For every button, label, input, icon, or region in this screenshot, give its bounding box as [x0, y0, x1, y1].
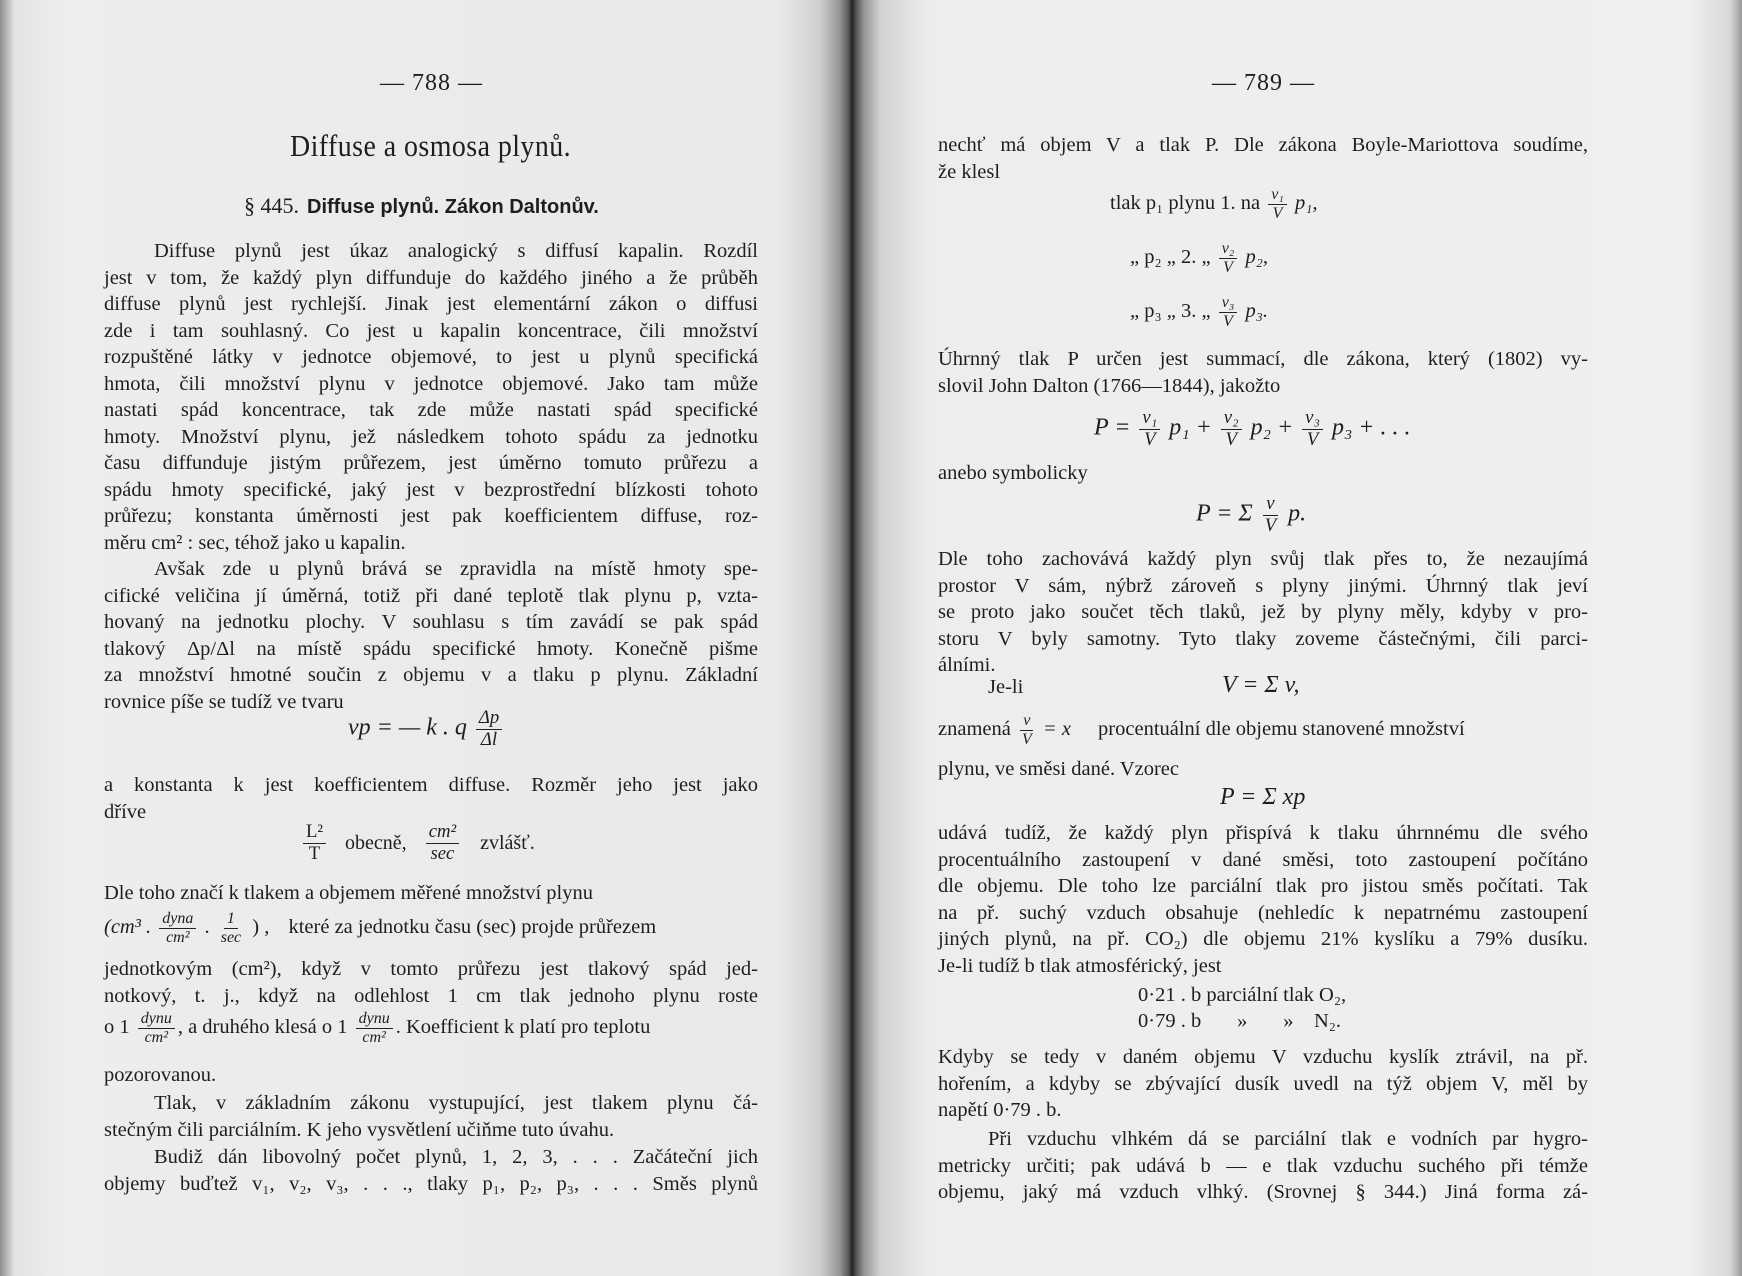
text-line: rozpuštěné látky v jednotce objemové, to jest u plynů specifická — [104, 346, 758, 368]
text-line: měru cm² : sec, téhož jako u kapalin. — [104, 531, 406, 554]
paragraph-r3 — [938, 546, 1588, 679]
paragraph-r5 — [938, 820, 1588, 979]
page-number-left: — 788 — — [380, 70, 483, 96]
text-line: hmoty. Množství plynu, jež následkem tohoto spádu za jednotku — [104, 425, 758, 448]
text-line: hmota, čili množství plynu v jednotce objemové. Jako tam může — [104, 372, 758, 395]
text-line: diffuse plynů jest rychlejší. Jinak jest elementární zákon o diffusi — [104, 293, 758, 315]
pressure-row-2: „ p₂ „ 2. „ $\frac{\text{v₂}}{V}$ p₂, — [1130, 240, 1268, 276]
formula-line-x: znamená $\frac{v}{V}$ = x procentuální dle objemu stanovené množství — [938, 712, 1465, 748]
text-line: jiných plynů, na př. CO₂) dle objemu 21% kyslíku a 79% dusíku. — [938, 928, 1588, 950]
text-line: metricky určiti; pak udává b — e tlak vzduchu suchého při témže — [938, 1154, 1588, 1177]
text-line: spádu hmoty specifické, jaký jest v bezprostřední blízkosti tohoto — [104, 478, 758, 501]
text-line: prostor V sám, nýbrž zároveň s plyny jinými. Úhrnný tlak jeví — [938, 574, 1588, 597]
section-number: § 445. — [244, 193, 299, 218]
paragraph-4-cont — [104, 956, 758, 1009]
paragraph-r6 — [938, 1044, 1588, 1124]
paragraph-4 — [104, 880, 758, 907]
text-line: Avšak zde u plynů brává se zpravidla na místě hmoty spe- — [154, 558, 758, 580]
equation-partial: P = Σ xp — [1220, 784, 1306, 810]
equation-dimensions: $\frac{\text{L²}}{T}$ obecně, $\frac{\text{cm²}}{\sec}$ zvlášť. — [300, 822, 535, 864]
equation-volume: V = Σ v, — [1222, 672, 1300, 698]
text-line: průřezu; konstanta úměrnosti jest pak koefficientem diffuse, roz- — [104, 505, 758, 527]
text-line: Při vzduchu vlhkém dá se parciální tlak e vodních par hygro- — [988, 1128, 1588, 1150]
anebo-text: anebo symbolicky — [938, 462, 1088, 484]
text-line: pozorovanou. — [104, 1064, 217, 1086]
formula-line-dynu: o 1 $\frac{\text{dynu}}{\text{cm²}}$ , a druhého klesá o 1 $\frac{\text{dynu}}{\text{cm²}}$ . Koefficient k platí pro teplotu — [104, 1010, 651, 1046]
text-line: dříve — [104, 800, 147, 823]
book-gutter — [840, 0, 864, 1276]
text-line: Úhrnný tlak P určen jest summací, dle zákona, který (1802) vy- — [938, 348, 1588, 370]
text-line: jest v tom, že každý plyn diffunduje do každého jiného a že průběh — [104, 266, 758, 289]
paragraph-1 — [104, 238, 758, 556]
text-line: jednotkovým (cm²), když v tomto průřezu jest tlakový spád jed- — [104, 958, 758, 980]
paragraph-r1 — [938, 132, 1588, 185]
text-line: storu V byly samotny. Tyto tlaky zoveme částečnými, čili parci- — [938, 627, 1588, 650]
left-page — [0, 0, 850, 1276]
paragraph-4-end — [104, 1062, 758, 1089]
text-line: za množství hmotné součin z objemu v a tlaku p plynu. Základní — [104, 664, 758, 686]
paragraph-3 — [104, 772, 758, 825]
paragraph-r7 — [938, 1126, 1588, 1206]
text-line: cifické veličina jí úměrná, totiž při dané teplotě tlak plynu p, vzta- — [104, 584, 758, 607]
paragraph-r2 — [938, 346, 1588, 399]
text-line: a konstanta k jest koefficientem diffuse. Rozměr jeho jest jako — [104, 774, 758, 796]
paragraph-2 — [104, 556, 758, 715]
text-line: objemy buďtež v₁, v₂, v₃, . . ., tlaky p₁, p₂, p₃, . . . Směs plynů — [104, 1172, 758, 1195]
text-line: že klesl — [938, 160, 1001, 183]
text-line: Kdyby se tedy v daném objemu V vzduchu kyslík ztrávil, na př. — [938, 1046, 1588, 1068]
section-title: Diffuse plynů. Zákon Daltonův. — [307, 196, 599, 218]
text-line: nechť má objem V a tlak P. Dle zákona Boyle-Mariottova soudíme, — [938, 134, 1588, 156]
text-line: na př. suchý vzduch obsahuje (nehledíc k nepatrnému zastoupení — [938, 901, 1588, 924]
paragraph-6 — [104, 1144, 758, 1197]
text-line: zde i tam souhlasný. Co jest u kapalin koncentrace, čili množství — [104, 319, 758, 342]
section-heading — [244, 193, 599, 219]
text-line: napětí 0·79 . b. — [938, 1099, 1062, 1121]
text-line: dle objemu. Dle toho lze parciální tlak pro jistou směs počítati. Tak — [938, 875, 1588, 897]
text-line: notkový, t. j., když na odlehlost 1 cm tlak jednoho plynu roste — [104, 984, 758, 1007]
equation-diffusion: vp = — k . q $\frac{\Delta p}{\Delta l}$ — [348, 708, 505, 750]
partial-pressure-n2: 0·79 . b » » N₂. — [1138, 1010, 1342, 1032]
text-line: hovaný na jednotku plochy. V souhlasu s tím zavádí se pak spád — [104, 611, 758, 633]
text-line: Dle toho značí k tlakem a objemem měřené množství plynu — [104, 882, 594, 904]
text-line: rovnice píše se tudíž ve tvaru — [104, 690, 344, 713]
text-line: Budiž dán libovolný počet plynů, 1, 2, 3, . . . Začáteční jich — [154, 1146, 758, 1168]
pressure-row-3: „ p₃ „ 3. „ $\frac{\text{v₃}}{V}$ p₃. — [1130, 294, 1268, 330]
text-line: plynu, ve směsi dané. Vzorec — [938, 758, 1179, 780]
text-line: stečným čili parciálním. K jeho vysvětlení učiňme tuto úvahu. — [104, 1118, 615, 1141]
text-line: Diffuse plynů jest úkaz analogický s diffusí kapalin. Rozdíl — [154, 240, 758, 262]
paragraph-5 — [104, 1090, 758, 1143]
text-line: Je-li tudíž b tlak atmosférický, jest — [938, 954, 1222, 977]
chapter-title: Diffuse a osmosa plynů. — [290, 128, 572, 163]
text-line: objemu, jaký má vzduch vlhký. (Srovnej § 344.) Jiná forma zá- — [938, 1181, 1588, 1203]
text-line: Tlak, v základním zákonu vystupující, jest tlakem plynu čá- — [154, 1092, 758, 1114]
paragraph-r4 — [938, 756, 1588, 783]
text-line: slovil John Dalton (1766—1844), jakožto — [938, 374, 1281, 397]
equation-dalton-sum: P = $\frac{\text{v₁}}{V}$ p₁ + $\frac{\text{v₂}}{V}$ p₂ + $\frac{\text{v₃}}{V}$ p₃ + . . . — [1094, 407, 1411, 450]
formula-line-units: (cm³ . $\frac{\text{dyna}}{\text{cm²}}$ . $\frac{1}{\sec}$ ) , které za jednotku času (sec) projde průřezem — [104, 910, 657, 946]
equation-symbolic: P = Σ $\frac{v}{V}$ p. — [1196, 493, 1307, 536]
text-line: se proto jako součet těch tlaků, jež by plyny měly, kdyby v pro- — [938, 601, 1588, 623]
text-line: hořením, a kdyby se zbývající dusík uvedl na týž objem V, měl by — [938, 1072, 1588, 1095]
text-line: tlakový Δp/Δl na místě spádu specifické hmoty. Konečně pišme — [104, 637, 758, 660]
text-line: Dle toho zachovává každý plyn svůj tlak přes to, že nezaujímá — [938, 548, 1588, 570]
text-line: álními. — [938, 654, 996, 676]
text-line: nastati spád koncentrace, tak zde může nastati spád specifické — [104, 399, 758, 421]
partial-pressure-o2: 0·21 . b parciální tlak O₂, — [1138, 984, 1347, 1006]
text-line: procentuálního zastoupení v dané směsi, toto zastoupení počítáno — [938, 848, 1588, 871]
right-page — [852, 0, 1742, 1276]
jeli-text: Je-li — [988, 676, 1024, 698]
text-line: udává tudíž, že každý plyn přispívá k tlaku úhrnnému dle svého — [938, 822, 1588, 844]
pressure-row-1: tlak p₁ plynu 1. na $\frac{\text{v₁}}{V}$ p₁, — [1110, 186, 1318, 222]
text-line: času diffunduje jistým průřezem, jest úměrno tomuto průřezu a — [104, 452, 758, 474]
page-number-right: — 789 — — [1212, 70, 1315, 96]
